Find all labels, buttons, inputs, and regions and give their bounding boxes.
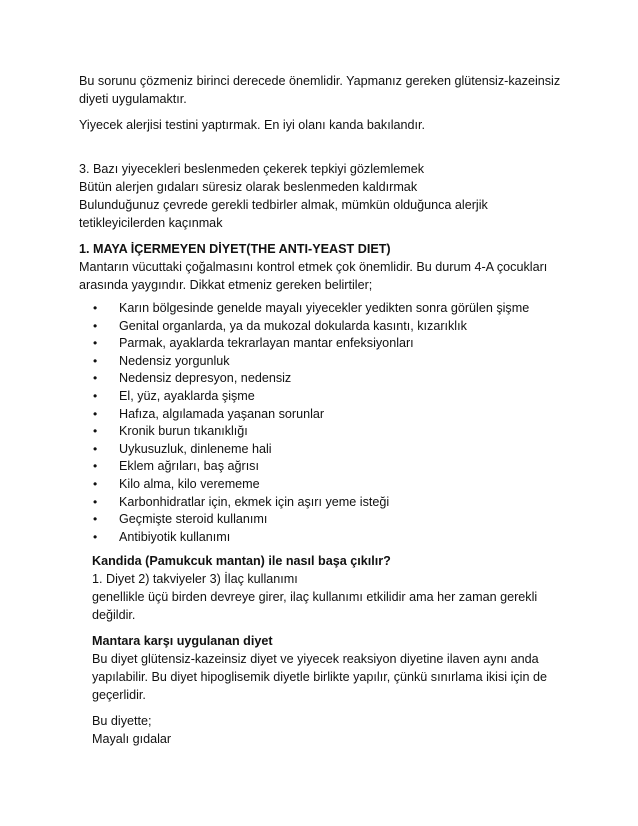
text-line: Bütün alerjen gıdaları süresiz olarak beslenmeden kaldırmak <box>79 180 418 194</box>
text-line: değildir. <box>92 608 136 623</box>
text-line: arasında yaygındır. Dikkat etmeniz gereken belirtiler; <box>79 278 373 292</box>
bullet-icon: • <box>93 336 98 351</box>
step3-paragraph <box>79 160 578 232</box>
list-item: • Hafıza, algılamada yaşanan sorunlar <box>93 406 578 424</box>
list-item: • Karın bölgesinde genelde mayalı yiyecekler yedikten sonra görülen şişme <box>93 300 578 318</box>
bullet-icon: • <box>93 353 98 368</box>
bullet-icon: • <box>93 371 98 386</box>
kandida-block <box>92 552 578 624</box>
list-item: • Uykusuzluk, dinleneme hali <box>93 441 578 459</box>
text-line: Mayalı gıdalar <box>92 732 172 747</box>
text-line: 3. Bazı yiyecekleri beslenmeden çekerek tepkiyi gözlemlemek <box>79 162 425 176</box>
subsection-heading: Kandida (Pamukcuk mantan) ile nasıl başa çıkılır? <box>92 554 391 569</box>
list-item: • Karbonhidratlar için, ekmek için aşırı yeme isteği <box>93 494 578 512</box>
text-line: Mantarın vücuttaki çoğalmasını kontrol etmek çok önemlidir. Bu durum 4-A çocukları <box>79 260 548 274</box>
mantara-block <box>92 632 578 704</box>
bu-diyette-block <box>92 712 578 748</box>
bullet-icon: • <box>93 406 98 421</box>
bullet-icon: • <box>93 494 98 509</box>
text-line: genellikle üçü birden devreye girer, ilaç kullanımı etkilidir ama her zaman gerekli <box>92 590 538 605</box>
list-item: • Nedensiz depresyon, nedensiz <box>93 370 578 388</box>
text-line: yapılabilir. Bu diyet hipoglisemik diyetle birlikte yapılır, çünkü sınırlama ikisi için de <box>92 670 547 685</box>
text-line: Yiyecek alerjisi testini yaptırmak. En iyi olanı kanda bakılandır. <box>79 118 426 132</box>
intro-paragraph <box>79 72 578 108</box>
bullet-icon: • <box>93 388 98 403</box>
bullet-icon: • <box>93 476 98 491</box>
symptom-list <box>79 300 578 546</box>
list-item: • Geçmişte steroid kullanımı <box>93 511 578 529</box>
allergy-test-paragraph <box>79 116 578 134</box>
bullet-icon: • <box>93 441 98 456</box>
list-item: • Kilo alma, kilo verememe <box>93 476 578 494</box>
section-heading: 1. MAYA İÇERMEYEN DİYET(THE ANTI-YEAST DIET) <box>79 242 391 256</box>
section-anti-yeast <box>79 240 578 546</box>
text-line: 1. Diyet 2) takviyeler 3) İlaç kullanımı <box>92 572 298 587</box>
text-line: Bu diyet glütensiz-kazeinsiz diyet ve yiyecek reaksiyon diyetine ilaven aynı anda <box>92 652 539 667</box>
list-item: • Antibiyotik kullanımı <box>93 529 578 547</box>
bullet-icon: • <box>93 459 98 474</box>
list-item: • Nedensiz yorgunluk <box>93 353 578 371</box>
list-item: • Genital organlarda, ya da mukozal dokularda kasıntı, kızarıklık <box>93 318 578 336</box>
text-line: diyeti uygulamaktır. <box>79 92 187 106</box>
bullet-icon: • <box>93 529 98 544</box>
text-line: Bu sorunu çözmeniz birinci derecede önemlidir. Yapmanız gereken glütensiz-kazeinsiz <box>79 74 561 88</box>
list-item: • Parmak, ayaklarda tekrarlayan mantar enfeksiyonları <box>93 335 578 353</box>
bullet-icon: • <box>93 424 98 439</box>
list-item: • Eklem ağrıları, baş ağrısı <box>93 458 578 476</box>
subsection-heading: Mantara karşı uygulanan diyet <box>92 634 273 649</box>
bullet-icon: • <box>93 301 98 315</box>
text-line: tetikleyicilerden kaçınmak <box>79 216 223 230</box>
bullet-icon: • <box>93 512 98 527</box>
text-line: geçerlidir. <box>92 688 146 703</box>
bullet-icon: • <box>93 318 98 333</box>
text-line: Bu diyette; <box>92 714 152 729</box>
text-line: Bulunduğunuz çevrede gerekli tedbirler almak, mümkün olduğunca alerjik <box>79 198 488 212</box>
list-item: • El, yüz, ayaklarda şişme <box>93 388 578 406</box>
list-item: • Kronik burun tıkanıklığı <box>93 423 578 441</box>
